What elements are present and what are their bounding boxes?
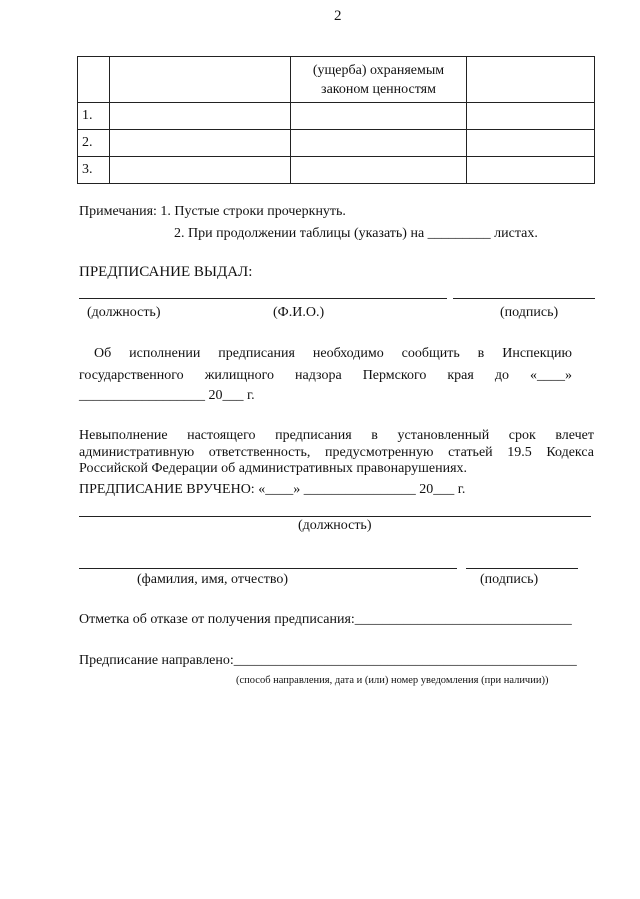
table-header-cell: (ущерба) охраняемым законом ценностям xyxy=(291,57,467,103)
issued-underline xyxy=(79,298,447,299)
row-number: 1. xyxy=(78,103,110,130)
delivered-fio-underline xyxy=(79,568,457,569)
table-row xyxy=(78,103,595,130)
table-cell xyxy=(467,157,595,184)
table-cell xyxy=(467,57,595,103)
issued-heading: ПРЕДПИСАНИЕ ВЫДАЛ: xyxy=(79,264,253,280)
table-cell xyxy=(110,130,291,157)
table-cell xyxy=(78,57,110,103)
delivered-label-position: (должность) xyxy=(298,518,372,533)
sent-caption: (способ направления, дата и (или) номер уведомления (при наличии)) xyxy=(236,675,549,686)
liability-line-1: Невыполнение настоящего предписания в установленный срок влечет xyxy=(79,428,594,443)
delivered-position-underline xyxy=(79,516,591,517)
table-cell xyxy=(291,103,467,130)
notes-line-2: 2. При продолжении таблицы (указать) на _________ листах. xyxy=(174,226,538,241)
sent-label: Предписание направлено:_________________________________________________ xyxy=(79,653,577,668)
table-row xyxy=(78,157,595,184)
delivered-line: ПРЕДПИСАНИЕ ВРУЧЕНО: «____» ________________ 20___ г. xyxy=(79,482,466,497)
liability-line-3: Российской Федерации об административных правонарушениях. xyxy=(79,461,468,476)
label-position: (должность) xyxy=(87,305,161,320)
execution-line-1: Об исполнении предписания необходимо сообщить в Инспекцию xyxy=(94,346,572,361)
label-signature: (подпись) xyxy=(500,305,559,320)
table-cell xyxy=(467,130,595,157)
signature-underline xyxy=(453,298,595,299)
execution-line-2: государственного жилищного надзора Пермского края до «____» xyxy=(79,368,572,383)
table-row xyxy=(78,130,595,157)
row-number: 2. xyxy=(78,130,110,157)
notes-line-1: Примечания: 1. Пустые строки прочеркнуть. xyxy=(79,204,346,219)
table-cell xyxy=(110,57,291,103)
table-cell xyxy=(110,157,291,184)
table-cell xyxy=(291,130,467,157)
table-row xyxy=(78,57,595,103)
violations-table xyxy=(77,56,595,184)
row-number: 3. xyxy=(78,157,110,184)
table-cell xyxy=(291,157,467,184)
liability-line-2: административную ответственность, предусмотренную статьей 19.5 Кодекса xyxy=(79,445,594,460)
execution-line-3: __________________ 20___ г. xyxy=(79,388,255,403)
refusal-label: Отметка об отказе от получения предписания:_______________________________ xyxy=(79,612,572,627)
delivered-label-signature: (подпись) xyxy=(480,572,539,587)
delivered-signature-underline xyxy=(466,568,578,569)
delivered-label-fio: (фамилия, имя, отчество) xyxy=(137,572,289,587)
table-cell xyxy=(467,103,595,130)
label-fio: (Ф.И.О.) xyxy=(273,305,325,320)
page-number: 2 xyxy=(334,8,342,24)
table-cell xyxy=(110,103,291,130)
